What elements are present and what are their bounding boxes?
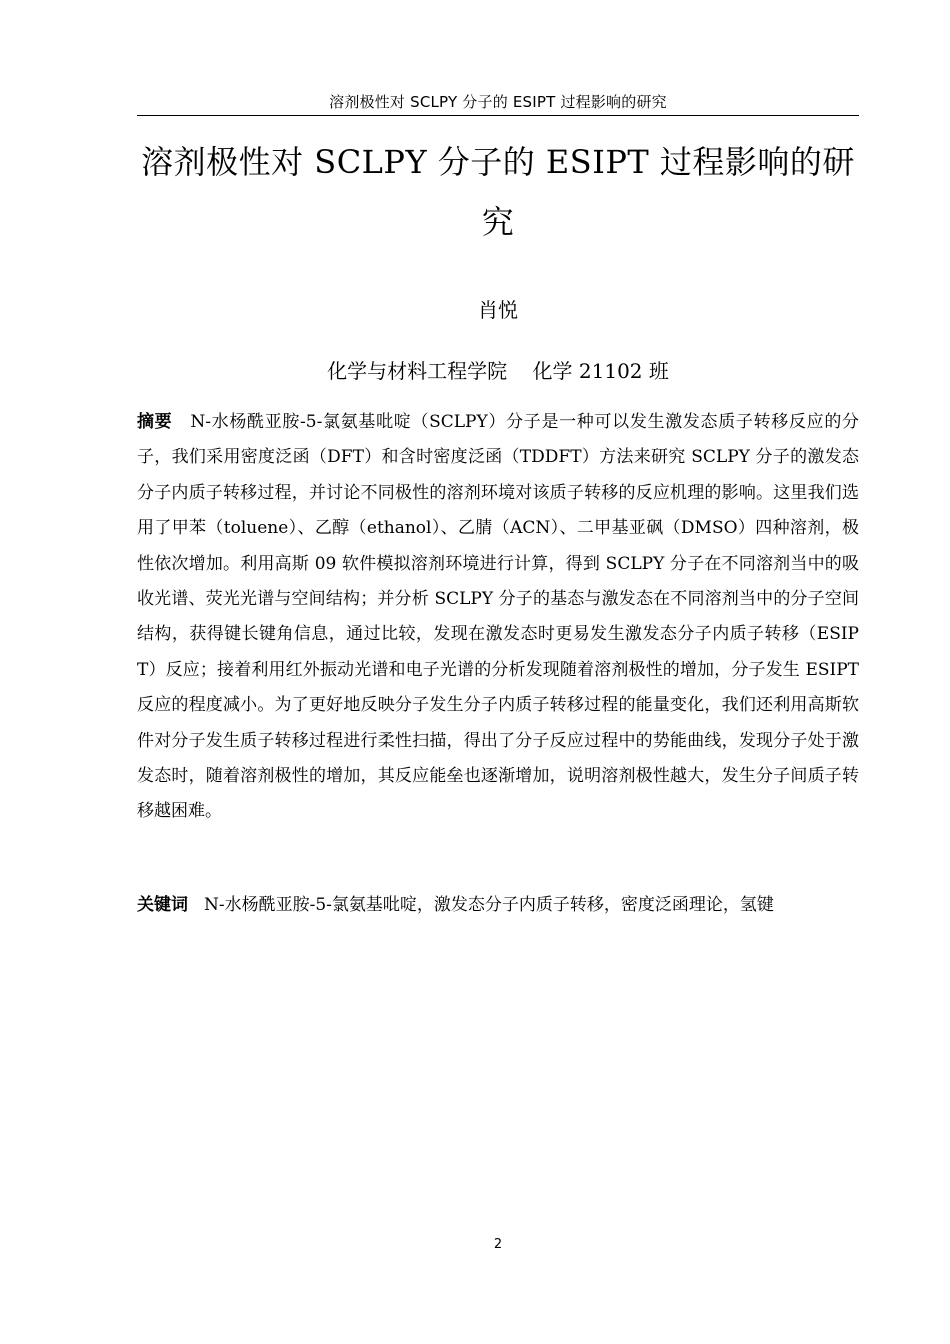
affiliation: [137, 356, 859, 386]
affiliation-class: 化学 21102 班: [532, 359, 669, 383]
affiliation-school: 化学与材料工程学院: [327, 359, 508, 383]
running-header: 溶剂极性对 SCLPY 分子的 ESIPT 过程影响的研究: [329, 93, 667, 111]
keywords-text: N-水杨酰亚胺-5-氯氨基吡啶，激发态分子内质子转移，密度泛函理论，氢键: [204, 895, 774, 915]
page-number: 2: [493, 1237, 503, 1252]
keywords: [137, 888, 877, 923]
abstract-label: 摘要: [137, 412, 173, 432]
paper-title: 溶剂极性对 SCLPY 分子的 ESIPT 过程影响的研究: [141, 143, 855, 241]
author-name: 肖悦: [478, 298, 518, 322]
header-rule: [137, 115, 859, 116]
abstract: [137, 405, 859, 830]
keywords-label: 关键词: [137, 895, 188, 915]
abstract-text: N-水杨酰亚胺-5-氯氨基吡啶（SCLPY）分子是一种可以发生激发态质子转移反应的分子，我们采用密度泛函（DFT）和含时密度泛函（TDDFT）方法来研究 SCLPY 分子的激发态分子内质子转移过程，并讨论不同极性的溶剂环境对该质子转移的反应机理的影响。这里我们选用了甲苯（toluene）、乙醇（ethanol）、乙腈（ACN）、二甲基亚砜（DMSO）四种溶剂，极性依次增加。利用高斯 09 软件模拟溶剂环境进行计算，得到 SCLPY 分子在不同溶剂当中的吸收光谱、荧光光谱与空间结构；并分析 SCLPY 分子的基态与激发态在不同溶剂当中的分子空间结构，获得键长键角信息，通过比较，发现在激发态时更易发生激发态分子内质子转移（ESIPT）反应；接着利用红外振动光谱和电子光谱的分析发现随着溶剂极性的增加，分子发生 ESIPT 反应的程度减小。为了更好地反映分子发生分子内质子转移过程的能量变化，我们还利用高斯软件对分子发生质子转移过程进行柔性扫描，得出了分子反应过程中的势能曲线，发现分子处于激发态时，随着溶剂极性的增加，其反应能垒也逐渐增加，说明溶剂极性越大，发生分子间质子转移越困难。: [137, 412, 859, 822]
